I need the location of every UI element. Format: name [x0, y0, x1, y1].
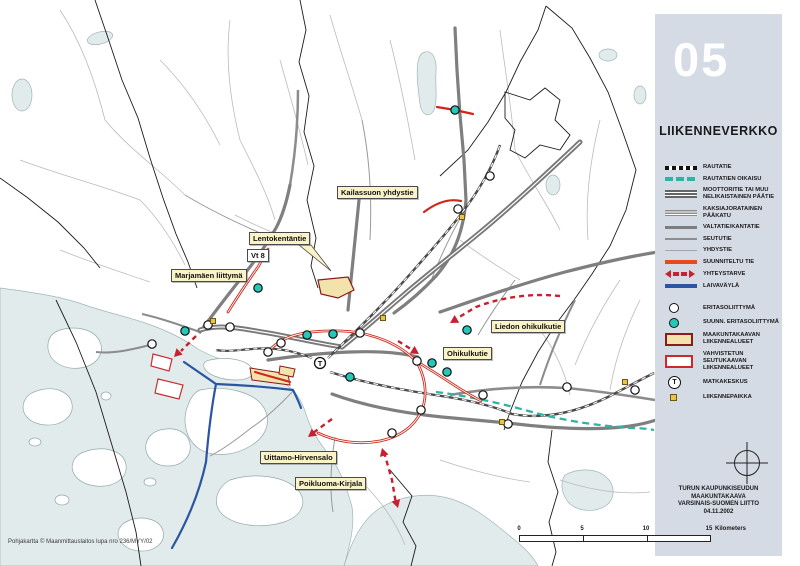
- ship-route-swatch: [665, 284, 697, 288]
- railway-line-swatch: [665, 166, 697, 170]
- rail-realignment-layer: [436, 392, 654, 430]
- travel-centre-swatch: T: [668, 376, 681, 389]
- railway-realignment-swatch: [665, 177, 697, 181]
- plan-traffic-area-swatch: [665, 333, 693, 346]
- map-label-marjamaen-liittyma: Marjamäen liittymä: [171, 269, 247, 282]
- legend-item-matkakeskus: T MATKAKESKUS: [665, 376, 779, 389]
- legend-item-moottoritie: MOOTTORITIE TAI MUU NELIKAISTAINEN PÄÄTIE: [665, 187, 779, 201]
- map-title: LIIKENNEVERKKO: [659, 124, 778, 138]
- legend-item-seututie: SEUTUTIE: [665, 236, 779, 243]
- map-label-vt8: Vt 8: [247, 249, 269, 262]
- legend-item-liikennepaikka: LIIKENNEPAIKKA: [665, 394, 779, 401]
- travel-centre-symbol: [315, 358, 326, 369]
- legend-item-maakuntakaavan-alueet: MAAKUNTAKAAVAN LIIKENNEALUEET: [665, 332, 779, 346]
- travel-centre-glyph: T: [317, 359, 323, 368]
- legend-item-rautatien-oikaisu: RAUTATIEN OIKAISU: [665, 176, 779, 183]
- connection-need-swatch: [665, 270, 695, 278]
- legend-item-vahvistetun-alueet: VAHVISTETUN SEUTUKAAVAN LIIKENNEALUEET: [665, 351, 779, 372]
- plan-credits: [655, 486, 782, 516]
- legend-item-yhdystie: YHDYSTIE: [665, 247, 779, 254]
- sheet-number: 05: [673, 33, 730, 86]
- scale-tick-15: 15: [705, 526, 713, 532]
- legend-item-yhteystarve: YHTEYSTARVE: [665, 270, 779, 278]
- map-label-liedon-ohikulkutie: Liedon ohikulkutie: [491, 320, 565, 333]
- confirmed-traffic-area-swatch: [665, 355, 693, 368]
- legend-item-kaksiajoratainen: KAKSIAJORATAINEN PÄÄKATU: [665, 206, 779, 220]
- scale-unit: Kilometers: [715, 526, 747, 532]
- dual-carriageway-swatch: [665, 210, 697, 216]
- map-label-poikluoma-kirjala: Poikluoma-Kirjala: [295, 477, 366, 490]
- map-label-ohikulkutie: Ohikulkutie: [443, 347, 492, 360]
- legend-item-eritasoliittyma: ERITASOLIITTYMÄ: [665, 303, 779, 313]
- main-road-swatch: [665, 226, 697, 229]
- scale-tick-0: 0: [517, 526, 521, 532]
- planned-road-swatch: [665, 260, 697, 264]
- legend-item-rautatie: RAUTATIE: [665, 164, 779, 171]
- connecting-road-swatch: [665, 250, 697, 251]
- traffic-place-swatch: [670, 394, 677, 401]
- regional-road-swatch: [665, 238, 697, 240]
- credit-line-organization-plan: TURUN KAUPUNKISEUDUN MAAKUNTAKAAVA: [678, 486, 759, 500]
- legend-item-suunniteltu-tie: SUUNNITELTU TIE: [665, 259, 779, 266]
- map-label-uittamo-hirvensalo: Uittamo-Hirvensalo: [260, 451, 337, 464]
- map-label-kailassuon-yhdystie: Kailassuon yhdystie: [337, 186, 418, 199]
- credit-line-organization: VARSINAIS-SUOMEN LIITTO: [677, 501, 760, 507]
- credit-line-date: 04.11.2002: [703, 508, 734, 515]
- lentokentantie-callout-pointer: [299, 245, 331, 271]
- motorway-swatch: [665, 190, 697, 198]
- interchange-swatch: [669, 303, 679, 313]
- legend-item-laivavayla: LAIVAVÄYLÄ: [665, 283, 779, 290]
- basemap-credit: Pohjakartta © Maanmittauslaitos lupa nro 236/MYY/02: [8, 539, 153, 545]
- legend-item-suunn-eritasoliittyma: SUUNN. ERITASOLIITTYMÄ: [665, 318, 779, 328]
- scale-bar-rule: [519, 535, 711, 542]
- map-label-lentokentantie: Lentokentäntie: [249, 232, 310, 245]
- legend-item-valtatie: VALTATIE/KANTATIE: [665, 224, 779, 231]
- planned-interchange-swatch: [669, 318, 679, 328]
- scale-tick-10: 10: [642, 526, 650, 532]
- planned-interchanges: [181, 106, 471, 381]
- scale-tick-5: 5: [580, 526, 584, 532]
- compass-icon: [722, 438, 772, 488]
- legend: [665, 164, 779, 405]
